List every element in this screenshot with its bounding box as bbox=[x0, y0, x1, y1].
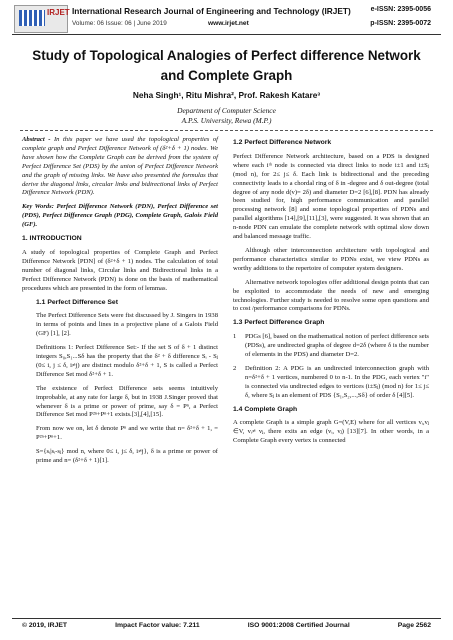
pdg-item-text: Definition 2: A PDG is an undirected interconnection graph with n=δ²+δ + 1 vertices, numbered 0 to n-1. In the PDG, each vertex "i" is connected via undirected edges to vertices (i±Sⱼ) (mod n) for 1≤ j≤ δ, where Sⱼ is an element of PDS {S₁,S₂,...,Sδ} of order δ [4][5]. bbox=[245, 364, 429, 399]
journal-name: International Research Journal of Engineering and Technology (IRJET) bbox=[72, 6, 351, 16]
irjet-logo bbox=[14, 5, 68, 33]
affiliation-department: Department of Computer Science bbox=[177, 106, 276, 115]
affiliation bbox=[0, 106, 453, 126]
abstract-text: In this paper we have used the topological properties of complete graph and Perfect Difference Network of (δ²+δ + 1) nodes. We have shown how the Complete Graph can be derived from the system of Perfect Difference Set (PDS) by the union of Perfect Difference Network and the graph of missing links. We have also presented the formulas that derive the diagonal links, circular links and bidirectional links of Perfect Difference Network (PDN). bbox=[22, 136, 218, 197]
pdn-paragraph-3: Alternative network topologies offer additional design points that can be exploited to accommodate the needs of new and emerging technologies. Further study is needed to resolve some open questions and to cost /performance comparisons for PDNs. bbox=[233, 278, 429, 313]
pds-section-body bbox=[22, 312, 218, 466]
page-header bbox=[0, 0, 453, 36]
section-heading-complete-graph: 1.4 Complete Graph bbox=[233, 405, 298, 413]
journal-url[interactable]: www.irjet.net bbox=[208, 20, 249, 27]
logo-text: IRJET bbox=[47, 8, 70, 17]
footer-iso: ISO 9001:2008 Certified Journal bbox=[247, 622, 350, 629]
e-issn: e-ISSN: 2395-0056 bbox=[370, 6, 431, 13]
section-heading-pds: 1.1 Perfect Difference Set bbox=[36, 298, 118, 306]
pdg-item-text: PDGs [6], based on the mathematical notion of perfect difference sets (PDSs), are undirected graphs of degree d=2δ (where δ is the number of elements in the PDS) and diameter D=2. bbox=[245, 333, 429, 359]
abstract bbox=[22, 136, 218, 198]
right-column bbox=[233, 136, 429, 451]
paper-authors: Neha Singh¹, Ritu Mishra², Prof. Rakesh Katare³ bbox=[132, 90, 321, 100]
intro-paragraph: A study of topological properties of Complete Graph and Perfect Difference Network [PDN] of (δ²+δ + 1) nodes. The calculation of total number of diagonal links, Circular links and Bidirectional links in a Perfect Difference Network (PDN) is done on the basis of mathematical procedures which are presented in the form of lemmas. bbox=[22, 248, 218, 292]
pds-paragraph-1: The Perfect Difference Sets were fist discussed by J. Singers in 1938 in terms of points and lines in a projective plane of a Galois Field (GF) [1], [2]. bbox=[36, 312, 218, 338]
pds-paragraph-5: S={sᵢ|sᵢ-sⱼ} mod n, where 0≤ i, j≤ δ, i≠j}, δ is a prime or power of prime and n= (δ²+δ + 1)[1]. bbox=[36, 448, 218, 465]
pdn-paragraph-2: Although other interconnection architecture with topological and performance characteristics similar to PDNs exist, we view PDNs as worthy additions to the repertoire of computer system designers. bbox=[233, 246, 429, 272]
footer-page-number: Page 2562 bbox=[397, 622, 431, 629]
header-divider bbox=[12, 34, 441, 35]
pds-paragraph-4: From now we on, let δ denote Pⁿ and we write that n= δ²+δ + 1, = P²ⁿ+Pⁿ+1. bbox=[36, 425, 218, 442]
affiliation-university: A.P.S. University, Rewa (M.P.) bbox=[181, 116, 272, 125]
abstract-separator bbox=[20, 130, 433, 131]
section-heading-pdn: 1.2 Perfect Difference Network bbox=[233, 139, 332, 146]
footer-divider bbox=[12, 618, 441, 619]
pdg-item-number: 1 bbox=[233, 333, 237, 341]
complete-graph-paragraph: A complete Graph is a simple graph G=(V,E) where for all vertices vᵢ,vⱼ ∈V, vᵢ≠ vⱼ, there exits an edge (vᵢ, vⱼ) [13][7]. In other words, in a Complete Graph every vertex is connected bbox=[233, 419, 429, 445]
p-issn: p-ISSN: 2395-0072 bbox=[370, 20, 431, 27]
pdn-paragraph-1: Perfect Difference Network architecture, based on a PDS is designed where each iᵗʰ node is connected via direct links to node i±1 and i±Sⱼ (mod n), for 2≤ j≤ δ. Each link is bidirectional and the preceding connectivity leads to a chordal ring of δ in -degree and δ out-degree (total degree of any node d(v)= 2δ) and diameter D=2 [6],[8]. PDN has already been studied for, high performance communication and parallel processing network [8] and some topological properties of PDNs and parallel algorithms [14],[9],[11],[3], were suggested. It was shown that an n-node PDN can emulate the complete network with optimal slow down and balanced message traffic. bbox=[233, 152, 429, 241]
pdg-list-item bbox=[233, 365, 429, 401]
footer-copyright: © 2019, IRJET bbox=[22, 622, 68, 629]
keywords-text: : Perfect Difference Network (PDN), Perfect Difference set (PDS), Perfect Difference Graph (PDG), Complete Graph, Galois Field (GF). bbox=[22, 203, 218, 229]
keywords bbox=[22, 203, 218, 230]
page-footer bbox=[22, 622, 431, 629]
keywords-label: Key Words bbox=[22, 203, 52, 211]
pdg-list-item bbox=[233, 333, 429, 360]
abstract-label: Abstract - bbox=[22, 136, 51, 143]
left-column bbox=[22, 136, 218, 471]
pds-paragraph-3: The existence of Perfect Difference sets seems intuitively improbable, at any rate for large δ, but in 1938 J.Singer proved that whenever δ is a prime or power of prime, say δ = Pⁿ, a Perfect Difference Set mod P²ⁿ+Pⁿ+1 exists.[3],[4],[15]. bbox=[36, 384, 218, 419]
section-heading-introduction: 1. INTRODUCTION bbox=[22, 235, 82, 243]
footer-impact-factor: Impact Factor value: 7.211 bbox=[115, 622, 200, 629]
pdg-item-number: 2 bbox=[233, 364, 237, 372]
logo-bars-icon bbox=[19, 10, 45, 26]
pds-paragraph-2: Definitions 1: Perfect Difference Set:- If the set S of δ + 1 distinct integers S₀,S₁...Sδ has the property that the δ² + δ difference Sᵢ - Sⱼ (0≤ i, j ≤ δ, i≠j) are distinct modulo δ²+δ + 1, S is called a Perfect Difference Set mod δ²+δ + 1. bbox=[36, 344, 218, 378]
paper-title: Study of Topological Analogies of Perfect difference Network and Complete Graph bbox=[32, 48, 421, 83]
journal-volume: Volume: 06 Issue: 06 | June 2019 bbox=[72, 20, 167, 27]
section-heading-pdg: 1.3 Perfect Difference Graph bbox=[233, 319, 325, 327]
